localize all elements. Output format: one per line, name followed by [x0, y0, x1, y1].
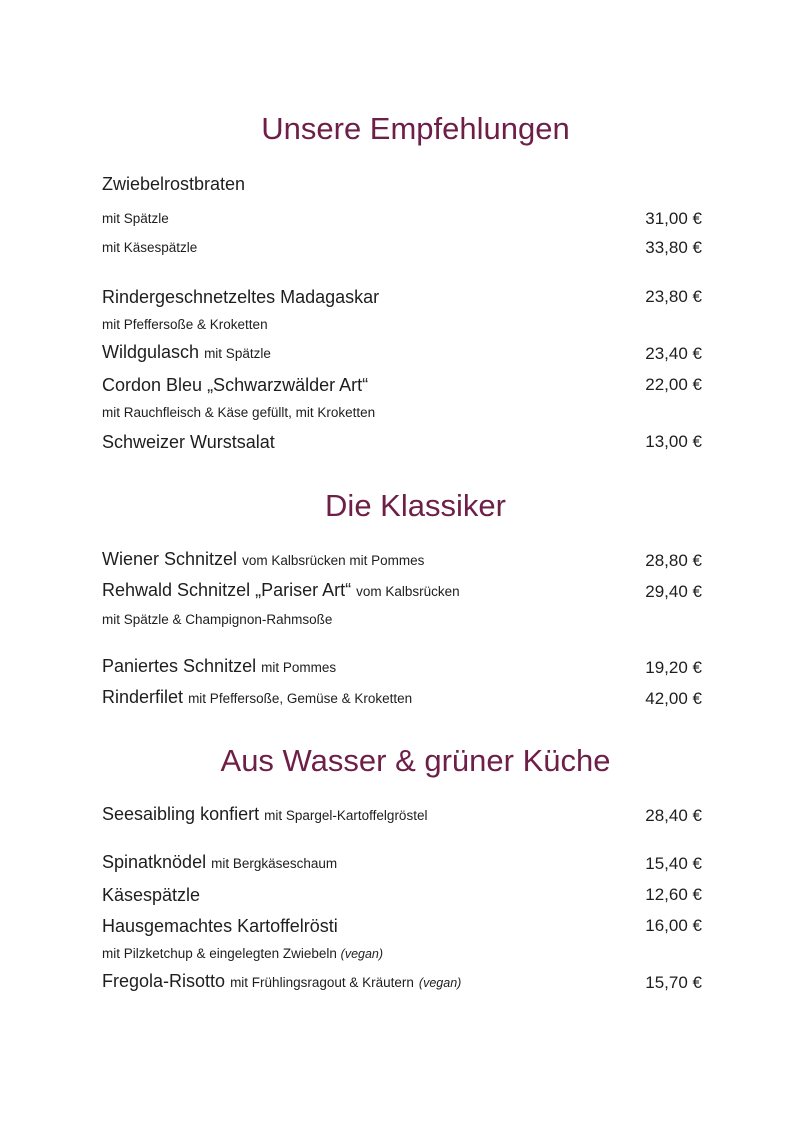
item-name: Rehwald Schnitzel „Pariser Art“ vom Kalbsrücken: [102, 580, 460, 600]
menu-item: [102, 852, 702, 874]
item-desc: mit Spargel-Kartoffelgröstel: [264, 808, 428, 823]
menu-item: [102, 549, 702, 571]
menu-item: [102, 804, 702, 826]
menu-variant: [102, 236, 702, 258]
variant-price: 31,00 €: [645, 209, 702, 228]
item-price: 15,70 €: [645, 973, 702, 992]
item-desc: mit Bergkäseschaum: [211, 856, 338, 871]
item-name: Wildgulasch mit Spätzle: [102, 342, 271, 362]
variant-price: 33,80 €: [645, 238, 702, 257]
section-title-klassiker: Die Klassiker: [325, 488, 506, 523]
item-desc: mit Spätzle: [204, 346, 271, 361]
variant-desc: mit Käsespätzle: [102, 240, 198, 255]
item-price: 22,00 €: [645, 375, 702, 394]
item-name: Cordon Bleu „Schwarzwälder Art“: [102, 375, 369, 395]
item-price: 16,00 €: [645, 916, 702, 935]
item-name: Spinatknödel mit Bergkäseschaum: [102, 852, 338, 872]
item-name: Hausgemachtes Kartoffelrösti: [102, 916, 338, 936]
vegan-tag: (vegan): [340, 947, 384, 961]
item-price: 28,40 €: [645, 806, 702, 825]
menu-item: [102, 172, 702, 194]
item-desc: vom Kalbsrücken: [356, 584, 460, 599]
menu-item: [102, 342, 702, 364]
item-desc: mit Pommes: [261, 660, 337, 675]
item-name: Käsespätzle: [102, 885, 201, 905]
item-price: 28,80 €: [645, 551, 702, 570]
menu-item: [102, 914, 702, 936]
item-desc: mit Frühlingsragout & Kräutern: [230, 975, 414, 990]
item-price: 15,40 €: [645, 854, 702, 873]
menu-item: [102, 656, 702, 678]
item-price: 23,80 €: [645, 287, 702, 306]
item-price: 23,40 €: [645, 344, 702, 363]
item-name: Zwiebelrostbraten: [102, 174, 246, 194]
item-name: Schweizer Wurstsalat: [102, 432, 275, 452]
menu-item: [102, 430, 702, 452]
menu-item: [102, 883, 702, 905]
item-price: 19,20 €: [645, 658, 702, 677]
item-name: Paniertes Schnitzel mit Pommes: [102, 656, 337, 676]
item-desc: mit Pfeffersoße, Gemüse & Kroketten: [188, 691, 413, 706]
menu-item: [102, 580, 702, 602]
item-price: 29,40 €: [645, 582, 702, 601]
item-name: Seesaibling konfiert mit Spargel-Kartoffelgröstel: [102, 804, 428, 824]
menu-item: [102, 687, 702, 709]
item-subtitle: mit Pfeffersoße & Kroketten: [102, 317, 268, 332]
item-name: Fregola-Risotto mit Frühlingsragout & Kräutern (vegan): [102, 971, 462, 991]
item-name: Rindergeschnetzeltes Madagaskar: [102, 287, 380, 307]
vegan-tag: (vegan): [418, 976, 462, 990]
menu-item: [102, 285, 702, 307]
section-title-empfehlungen: Unsere Empfehlungen: [261, 111, 570, 146]
item-name: Rinderfilet mit Pfeffersoße, Gemüse & Kroketten: [102, 687, 413, 707]
item-subtitle: mit Rauchfleisch & Käse gefüllt, mit Kroketten: [102, 405, 376, 420]
item-price: 13,00 €: [645, 432, 702, 451]
item-subtitle: mit Pilzketchup & eingelegten Zwiebeln (vegan): [102, 946, 384, 961]
menu-item: [102, 971, 702, 993]
item-price: 12,60 €: [645, 885, 702, 904]
item-subtitle: mit Spätzle & Champignon-Rahmsoße: [102, 612, 333, 627]
item-price: 42,00 €: [645, 689, 702, 708]
section-title-wasser: Aus Wasser & grüner Küche: [220, 743, 611, 778]
variant-desc: mit Spätzle: [102, 211, 169, 226]
item-desc: vom Kalbsrücken mit Pommes: [242, 553, 425, 568]
item-name: Wiener Schnitzel vom Kalbsrücken mit Pommes: [102, 549, 425, 569]
menu-variant: [102, 207, 702, 229]
menu-item: [102, 373, 702, 395]
